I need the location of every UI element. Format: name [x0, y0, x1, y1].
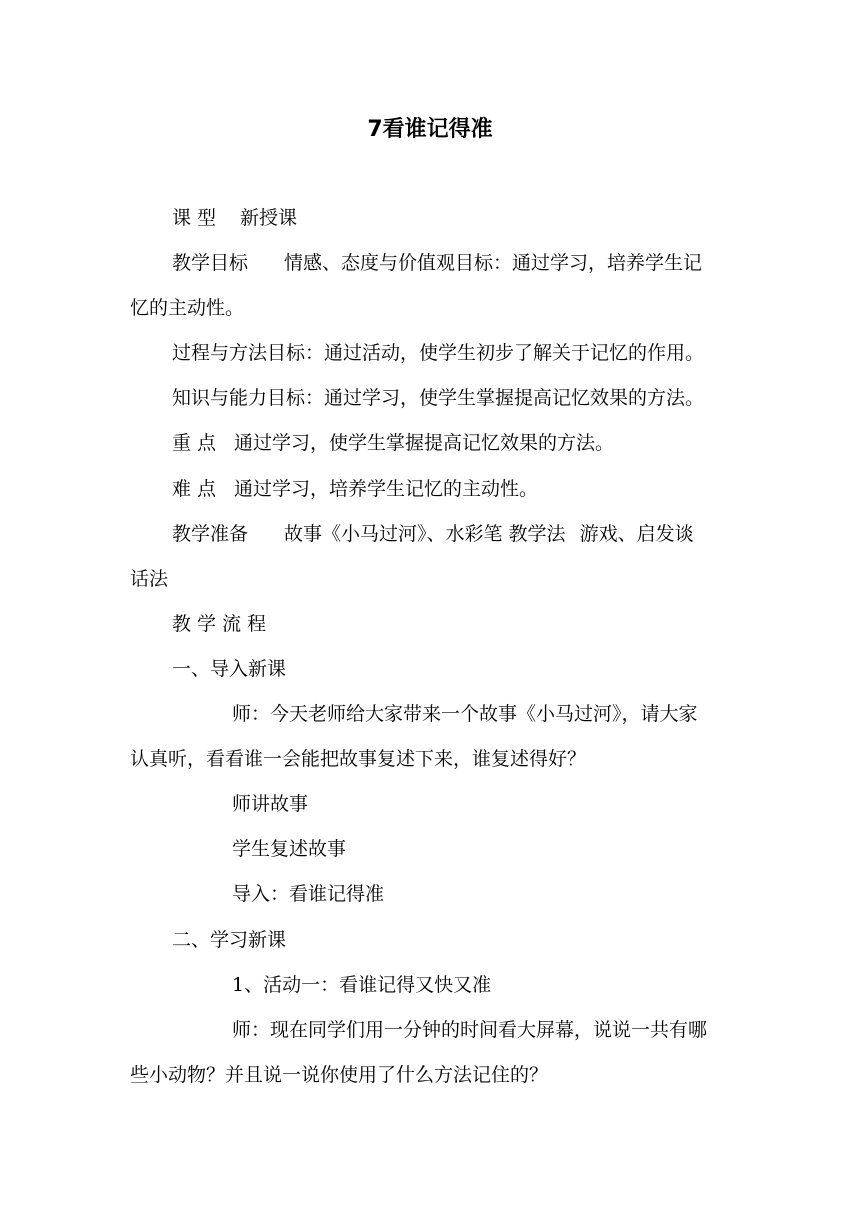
- preparation-label: 教学准备: [172, 523, 249, 545]
- goals-label: 教学目标: [172, 252, 249, 274]
- teacher-intro-text: 师：今天老师给大家带来一个故事《小马过河》，请大家: [232, 703, 698, 725]
- lesson-type-value: 新授课: [240, 207, 298, 229]
- preparation-line: [172, 521, 694, 547]
- process-heading: 教 学 流 程: [172, 613, 267, 635]
- difficulty-line: [172, 476, 538, 502]
- teacher-instruction-continuation: 些小动物？并且说一说你使用了什么方法记住的？: [130, 1064, 549, 1086]
- activity-1-heading: 1、活动一：看谁记得又快又准: [232, 974, 492, 996]
- lesson-type-line: [172, 205, 297, 231]
- knowledge-goal: 知识与能力目标：通过学习，使学生掌握提高记忆效果的方法。: [172, 387, 705, 409]
- preparation-text: 故事《小马过河》、水彩笔 教学法: [284, 523, 566, 545]
- process-goal: 过程与方法目标：通过活动，使学生初步了解关于记忆的作用。: [172, 342, 705, 364]
- key-point-line: [172, 430, 614, 456]
- difficulty-label: 难 点: [172, 478, 217, 500]
- goals-continuation: 忆的主动性。: [130, 297, 245, 319]
- students-retell: 学生复述故事: [232, 838, 347, 860]
- teacher-instruction: 师：现在同学们用一分钟的时间看大屏幕，说说一共有哪: [232, 1019, 708, 1041]
- section-2-heading: 二、学习新课: [172, 929, 287, 951]
- preparation-continuation: 话法: [130, 568, 169, 590]
- goals-line: [172, 250, 702, 276]
- key-point-label: 重 点: [172, 432, 217, 454]
- difficulty-text: 通过学习，培养学生记忆的主动性。: [234, 478, 539, 500]
- teacher-tells-story: 师讲故事: [232, 793, 309, 815]
- lesson-type-label: 课 型: [172, 207, 217, 229]
- teacher-intro-continuation: 认真听，看看谁一会能把故事复述下来，谁复述得好？: [130, 748, 587, 770]
- key-point-text: 通过学习，使学生掌握提高记忆效果的方法。: [234, 432, 615, 454]
- method-text: 游戏、启发谈: [579, 523, 694, 545]
- page-title: 7看谁记得准: [367, 117, 493, 142]
- section-1-heading: 一、导入新课: [172, 658, 287, 680]
- goals-emotion-text: 情感、态度与价值观目标：通过学习，培养学生记: [284, 252, 703, 274]
- lead-in-text: 导入：看谁记得准: [232, 883, 385, 905]
